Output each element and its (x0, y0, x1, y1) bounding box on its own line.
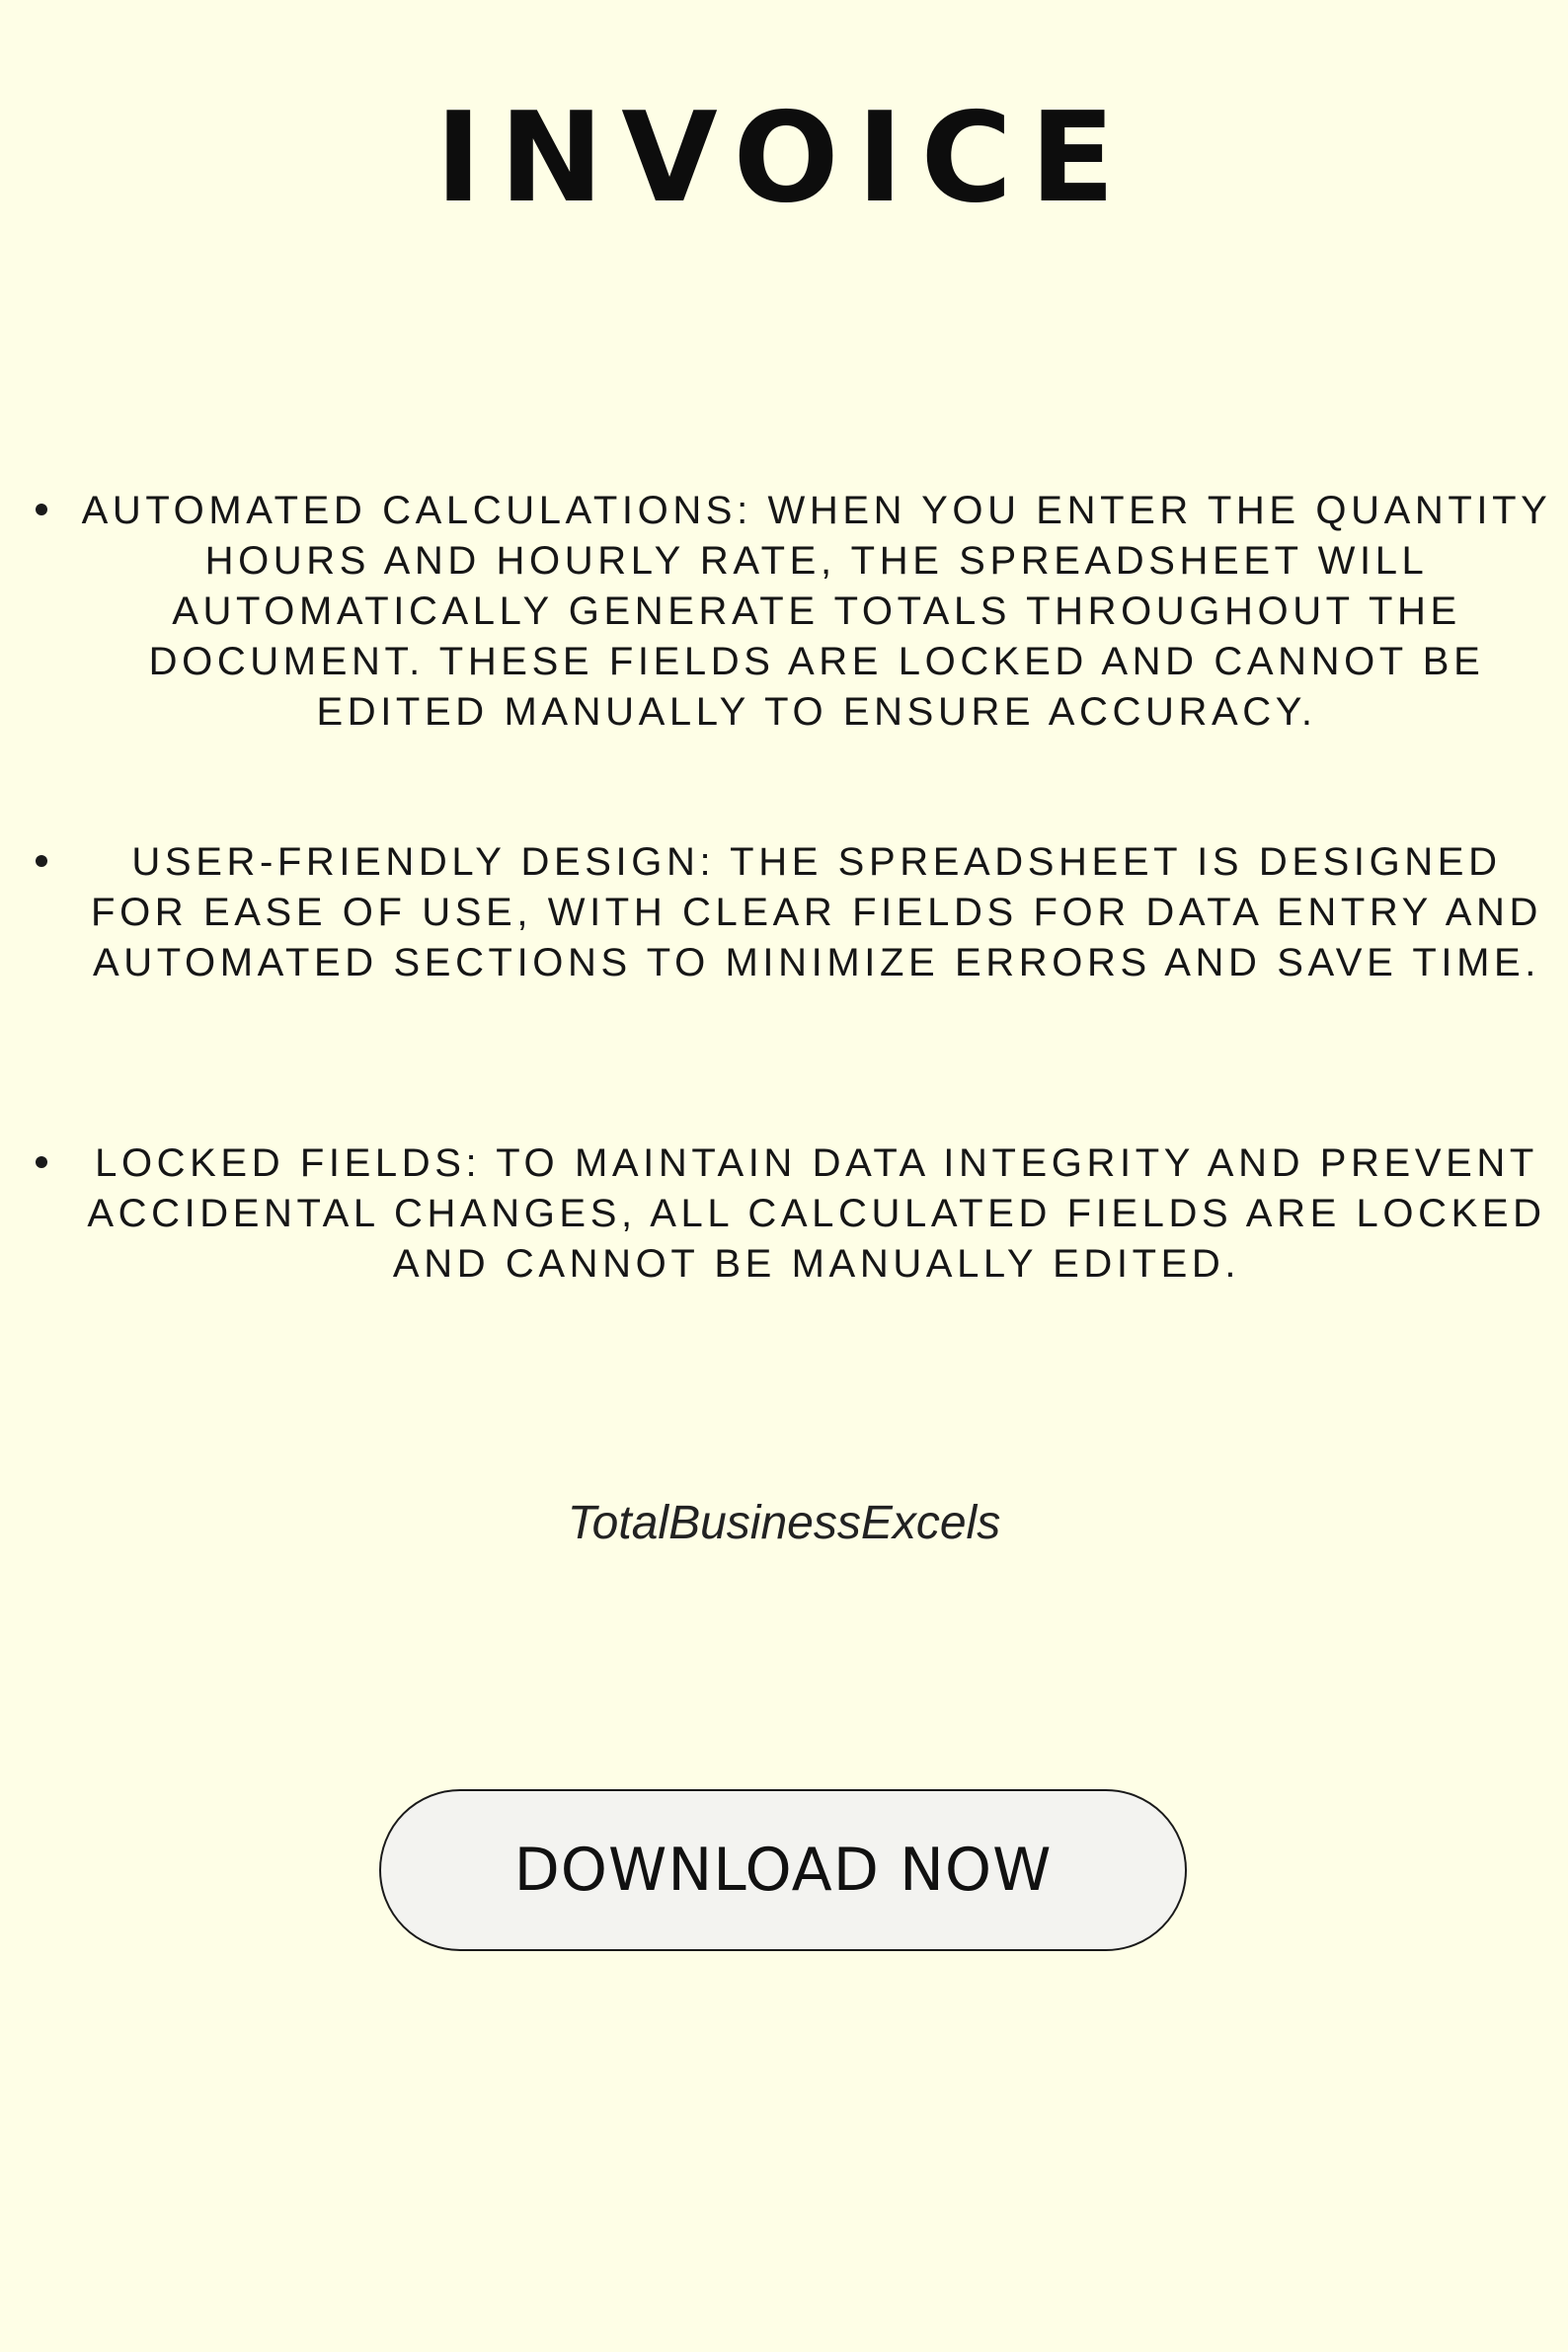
feature-text: AUTOMATED CALCULATIONS: WHEN YOU ENTER THE QUANTITY HOURS AND HOURLY RATE, THE SPREADSHEET WILL AUTOMATICALLY GENERATE TOTALS THROUGHOUT THE DOCUMENT. THESE FIELDS ARE LOCKED AND CANNOT BE EDITED MANUALLY TO ENSURE ACCURACY. (81, 489, 1552, 734)
bullet-icon (36, 855, 47, 867)
feature-text: LOCKED FIELDS: TO MAINTAIN DATA INTEGRITY AND PREVENT ACCIDENTAL CHANGES, ALL CALCULATED FIELDS ARE LOCKED AND CANNOT BE MANUALLY EDITED. (87, 1141, 1546, 1286)
feature-text: USER-FRIENDLY DESIGN: THE SPREADSHEET IS DESIGNED FOR EASE OF USE, WITH CLEAR FIELDS FOR DATA ENTRY AND AUTOMATED SECTIONS TO MINIMIZE ERRORS AND SAVE TIME. (91, 840, 1542, 984)
page-title: INVOICE (434, 85, 1134, 230)
bullet-icon (36, 1156, 47, 1168)
brand-name: TotalBusinessExcels (567, 1497, 1001, 1549)
download-now-button[interactable] (379, 1789, 1187, 1951)
download-button-label: DOWNLOAD NOW (513, 1836, 1053, 1905)
bullet-icon (36, 504, 47, 515)
